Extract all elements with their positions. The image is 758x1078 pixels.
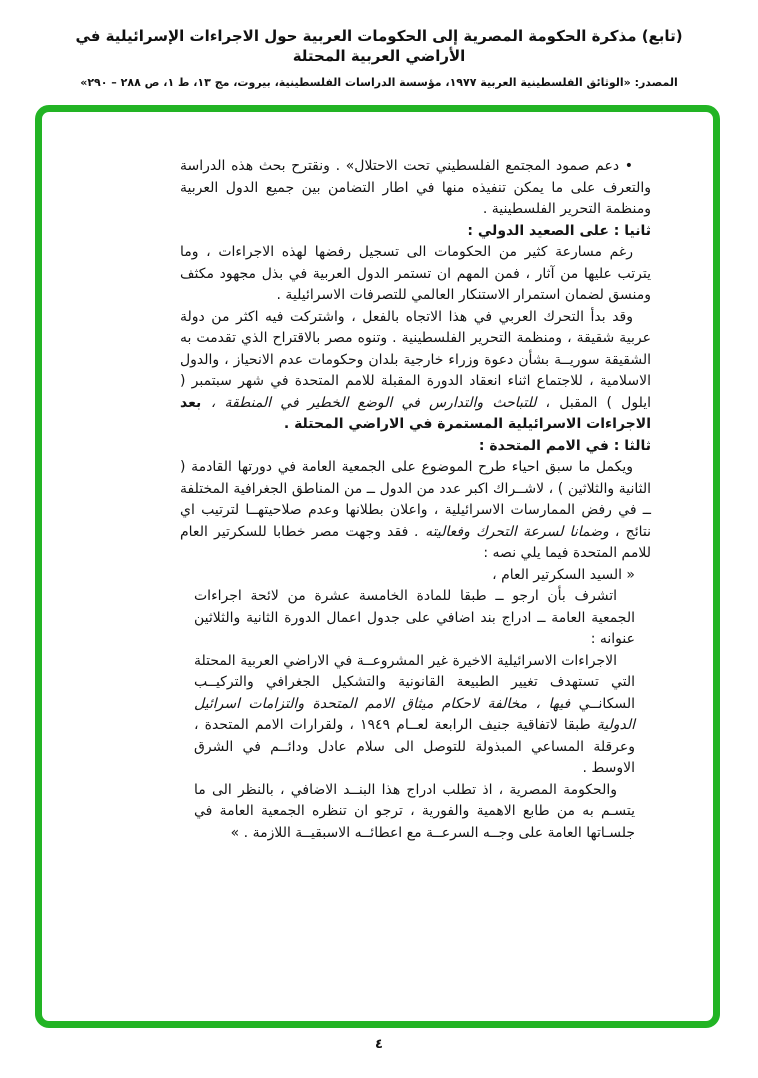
text-segment-italic: للتباحث والتدارس في الوضع الخطير في المنطقة ، [210,394,537,411]
text-segment: الاجراءات الاسرائيلية الاخيرة غير المشروعــة في الاراضي العربية المحتلة التي تستهدف تغيير الطبيعة القانونية والتشكيل الجغرافي والتركيــب السكانــي [194,652,635,712]
text-segment-bold: بعد الاجراءات الاسرائيلية المستمرة في الاراضي المحتلة . [180,394,651,432]
section-heading-united-nations: ثالثا : في الامم المتحدة : [478,437,651,454]
page-header [0,26,758,89]
section-heading-international-level: ثانيا : على الصعيد الدولي : [467,222,651,239]
document-title: (تابع) مذكرة الحكومة المصرية إلى الحكومات العربية حول الاجراءات الإسرائيلية في الأراضي العربية المحتلة [75,27,683,66]
text-segment: طبقا لاتفاقية جنيف الرابعة لعــام ١٩٤٩ ، ولقرارات الامم المتحدة ، وعرقلة المساعي المبذولة للتوصل الى سلام عادل ودائــم في الشرق الاوسط . [194,717,635,776]
text-segment: فقد وجهت مصر خطابا للسكرتير العام للامم المتحدة فيما يلي نصه : [180,523,651,561]
text-segment-italic: فيها ، مخالفة لاحكام ميثاق الامم المتحدة والتزامات اسرائيل الدولية [194,695,636,733]
letter-closing-paragraph: والحكومة المصرية ، اذ تطلب ادراج هذا البنــد الاضافي ، بالنظر الى ما يتسـم به من طابع الاهمية والفورية ، ترجو ان تنظره الجمعية العامة في جلسـاتها العامة على وجــه السرعــة مع اعطائــه الاسبقيــة اللازمة . » [194,781,635,841]
document-body-text [42,112,713,844]
letter-request-paragraph: اتشرف بأن ارجو ــ طبقا للمادة الخامسة عشرة من لائحة اجراءات الجمعية العامة ــ ادراج بند اضافي على جدول اعمال الدورة الثانية والثلاثين عنوانه : [194,588,635,647]
text-segment: وقد بدأ التحرك العربي في هذا الاتجاه بالفعل ، واشتركت فيه اكثر من دولة عربية شقيقة ، ومنظمة التحرير الفلسطينية . وتنوه مصر بالاقتراح الذي تقدمت به الشقيقة سوريــة بشأن دعوة وزراء خارجية بلدان وحكومات عدم الانحياز ، والدول الاسلامية ، للاجتماع اثناء انعقاد الدورة المقبلة للامم المتحدة في شهر سبتمبر ( ايلول ) المقبل ، [180,308,652,411]
paragraph-general-assembly-item [180,457,651,565]
text-segment-italic: وضمانا لسرعة التحرك وفعاليته . [414,523,609,540]
page-number: ٤ [375,1037,383,1052]
letter-agenda-item-title [194,651,635,780]
paragraph-governments-rejection: رغم مسارعة كثير من الحكومات الى تسجيل رفضها لهذه الاجراءات ، وما يترتب عليها من آثار ، فمن المهم ان تستمر الدول العربية في بذل مجهود مكثف ومنسق لضمان استمرار الاستنكار العالمي للتصرفات الاسرائيلية . [180,244,651,303]
document-green-frame [35,105,720,1028]
text-segment: ويكمل ما سبق احياء طرح الموضوع على الجمعية العامة في دورتها القادمة ( الثانية والثلاثين ) ، لاشــراك اكبر عدد من الدول ــ من المناطق الجغرافية المختلفة ــ في رفض الممارسات الاسرائيلية ، واعلان بطلانها وعدم صلاحيتهــا لترتيب اي نتائج ، [180,459,651,540]
paragraph-arab-diplomatic-action [180,307,651,436]
letter-salutation: « السيد السكرتير العام ، [492,566,635,583]
paragraph-support-steadfastness: • دعم صمود المجتمع الفلسطيني تحت الاحتلال» . ونقترح بحث هذه الدراسة والتعرف على ما يمكن تنفيذه منها في اطار التضامن بين جميع الدول العربية ومنظمة التحرير الفلسطينية . [180,158,651,217]
quoted-letter-block [194,565,635,845]
document-source-line: المصدر: «الوثائق الفلسطينية العربية ١٩٧٧، مؤسسة الدراسات الفلسطينية، بيروت، مج ١٣، ط ١، ص ٢٨٨ – ٢٩٠» [80,75,678,89]
